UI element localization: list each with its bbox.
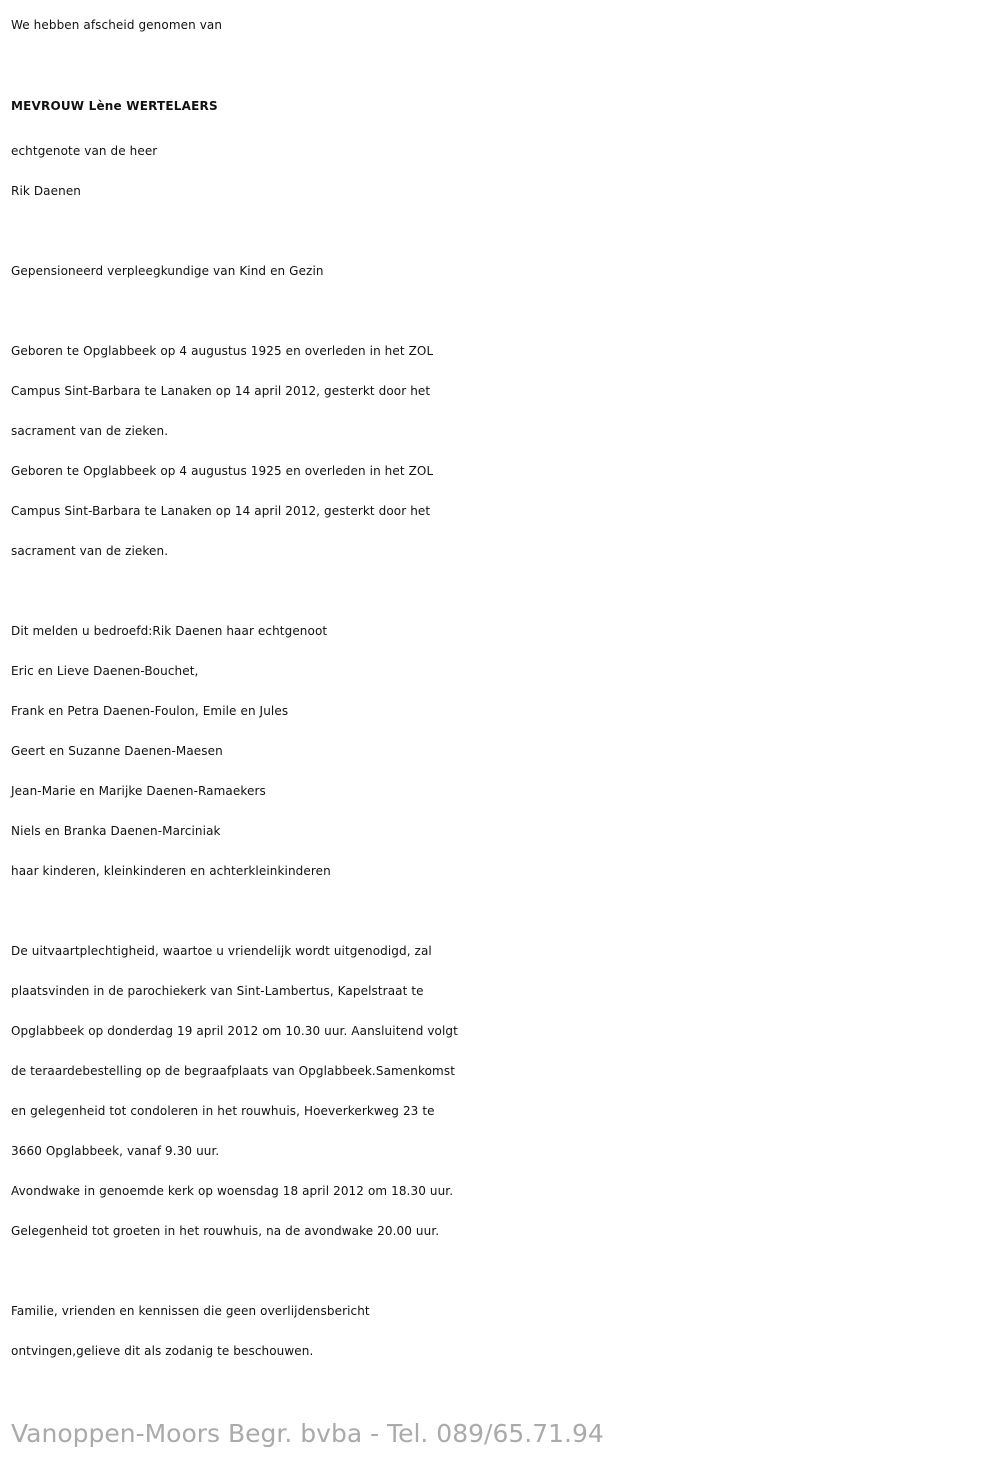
spouse-section [11, 131, 991, 211]
family-line: Eric en Lieve Daenen-Bouchet, [11, 664, 199, 678]
funeral-line: 3660 Opglabbeek, vanaf 9.30 uur. [11, 1144, 220, 1158]
funeral-line: Gelegenheid tot groeten in het rouwhuis, na de avondwake 20.00 uur. [11, 1224, 440, 1238]
funeral-line: Opglabbeek op donderdag 19 april 2012 om 10.30 uur. Aansluitend volgt [11, 1024, 458, 1038]
funeral-line: de teraardebestelling op de begraafplaats van Opglabbeek.Samenkomst [11, 1064, 456, 1078]
spacer [11, 571, 991, 611]
birth-death-line: sacrament van de zieken. [11, 544, 169, 558]
family-line: Geert en Suzanne Daenen-Maesen [11, 744, 223, 758]
occupation-text: Gepensioneerd verpleegkundige van Kind en Gezin [11, 264, 324, 278]
family-line: Niels en Branka Daenen-Marciniak [11, 824, 221, 838]
funeral-line: en gelegenheid tot condoleren in het rouwhuis, Hoeverkerkweg 23 te [11, 1104, 435, 1118]
birth-death-line: Campus Sint-Barbara te Lanaken op 14 april 2012, gesterkt door het [11, 504, 431, 518]
spouse-line: Rik Daenen [11, 184, 82, 198]
funeral-line: De uitvaartplechtigheid, waartoe u vriendelijk wordt uitgenodigd, zal [11, 944, 432, 958]
deceased-name: MEVROUW Lène WERTELAERS [11, 99, 218, 113]
family-section [11, 611, 991, 891]
birth-death-line: Geboren te Opglabbeek op 4 augustus 1925 en overleden in het ZOL [11, 344, 434, 358]
funeral-home-footer: Vanoppen-Moors Begr. bvba - Tel. 089/65.71.94 [11, 1419, 604, 1448]
obituary-notice [11, 0, 991, 1371]
family-line: haar kinderen, kleinkinderen en achterkleinkinderen [11, 864, 331, 878]
closing-line: ontvingen,gelieve dit als zodanig te beschouwen. [11, 1344, 314, 1358]
intro-text: We hebben afscheid genomen van [11, 18, 223, 32]
spacer [11, 211, 991, 251]
birth-death-line: sacrament van de zieken. [11, 424, 169, 438]
spacer [11, 891, 991, 931]
closing-section [11, 1291, 991, 1371]
family-line: Dit melden u bedroefd:Rik Daenen haar echtgenoot [11, 624, 328, 638]
spacer [11, 291, 991, 331]
spouse-line: echtgenote van de heer [11, 144, 158, 158]
funeral-line: Avondwake in genoemde kerk op woensdag 18 april 2012 om 18.30 uur. [11, 1184, 454, 1198]
funeral-section [11, 931, 991, 1251]
spacer [11, 1251, 991, 1291]
birth-death-section [11, 331, 991, 571]
closing-line: Familie, vrienden en kennissen die geen overlijdensbericht [11, 1304, 370, 1318]
family-line: Frank en Petra Daenen-Foulon, Emile en Jules [11, 704, 289, 718]
birth-death-line: Campus Sint-Barbara te Lanaken op 14 april 2012, gesterkt door het [11, 384, 431, 398]
birth-death-line: Geboren te Opglabbeek op 4 augustus 1925 en overleden in het ZOL [11, 464, 434, 478]
family-line: Jean-Marie en Marijke Daenen-Ramaekers [11, 784, 266, 798]
funeral-line: plaatsvinden in de parochiekerk van Sint-Lambertus, Kapelstraat te [11, 984, 424, 998]
